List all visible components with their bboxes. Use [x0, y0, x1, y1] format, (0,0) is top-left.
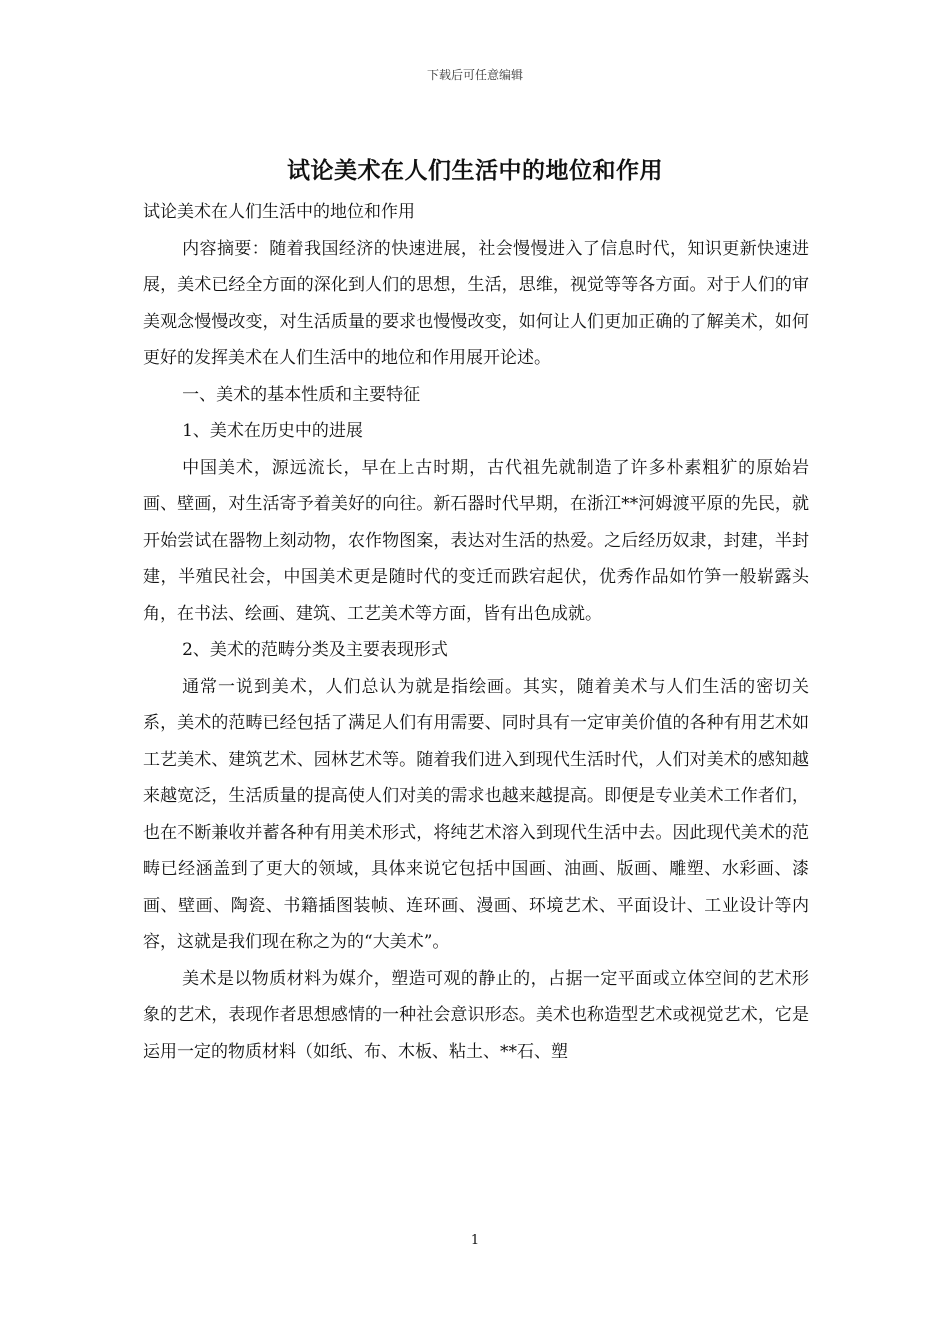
section-heading-1: 一、美术的基本性质和主要特征	[182, 384, 421, 405]
paragraph-definition: 美术是以物质材料为媒介，塑造可观的静止的，占据一定平面或立体空间的艺术形象的艺术，表现作者思想感情的一种社会意识形态。美术也称造型艺术或视觉艺术，它是运用一定的物质材料（如纸、布、木板、粘土、**石、塑	[143, 968, 809, 1062]
header-note: 下载后可任意编辑	[426, 68, 523, 82]
subsection-heading-1-1: 1、美术在历史中的进展	[182, 421, 363, 441]
document-body	[143, 194, 809, 1070]
subsection-heading-1-2: 2、美术的范畴分类及主要表现形式	[182, 640, 448, 660]
paragraph-scope: 通常一说到美术，人们总认为就是指绘画。其实，随着美术与人们生活的密切关系，美术的范畴已经包括了满足人们有用需要、同时具有一定审美价值的各种有用艺术如工艺美术、建筑艺术、园林艺术等。随着我们进入到现代生活时代，人们对美术的感知越来越宽泛，生活质量的提高使人们对美的需求也越来越提高。即便是专业美术工作者们，也在不断兼收并蓄各种有用美术形式，将纯艺术溶入到现代生活中去。因此现代美术的范畴已经涵盖到了更大的领域，具体来说它包括中国画、油画、版画、雕塑、水彩画、漆画、壁画、陶瓷、书籍插图装帧、连环画、漫画、环境艺术、平面设计、工业设计等内容，这就是我们现在称之为的“大美术”。	[143, 676, 809, 952]
document-subtitle: 试论美术在人们生活中的地位和作用	[143, 202, 415, 222]
document-title: 试论美术在人们生活中的地位和作用	[287, 157, 663, 184]
page-number: 1	[470, 1233, 480, 1248]
paragraph-history: 中国美术，源远流长，早在上古时期，古代祖先就制造了许多朴素粗犷的原始岩画、壁画，对生活寄予着美好的向往。新石器时代早期，在浙江**河姆渡平原的先民，就开始尝试在器物上刻动物，农作物图案，表达对生活的热爱。之后经历奴隶，封建，半封建，半殖民社会，中国美术更是随时代的变迁而跌宕起伏，优秀作品如竹笋一般崭露头角，在书法、绘画、建筑、工艺美术等方面，皆有出色成就。	[143, 457, 809, 624]
paragraph-abstract: 内容摘要：随着我国经济的快速进展，社会慢慢进入了信息时代，知识更新快速进展，美术已经全方面的深化到人们的思想，生活，思维，视觉等等各方面。对于人们的审美观念慢慢改变，对生活质量的要求也慢慢改变，如何让人们更加正确的了解美术，如何更好的发挥美术在人们生活中的地位和作用展开论述。	[143, 238, 809, 368]
